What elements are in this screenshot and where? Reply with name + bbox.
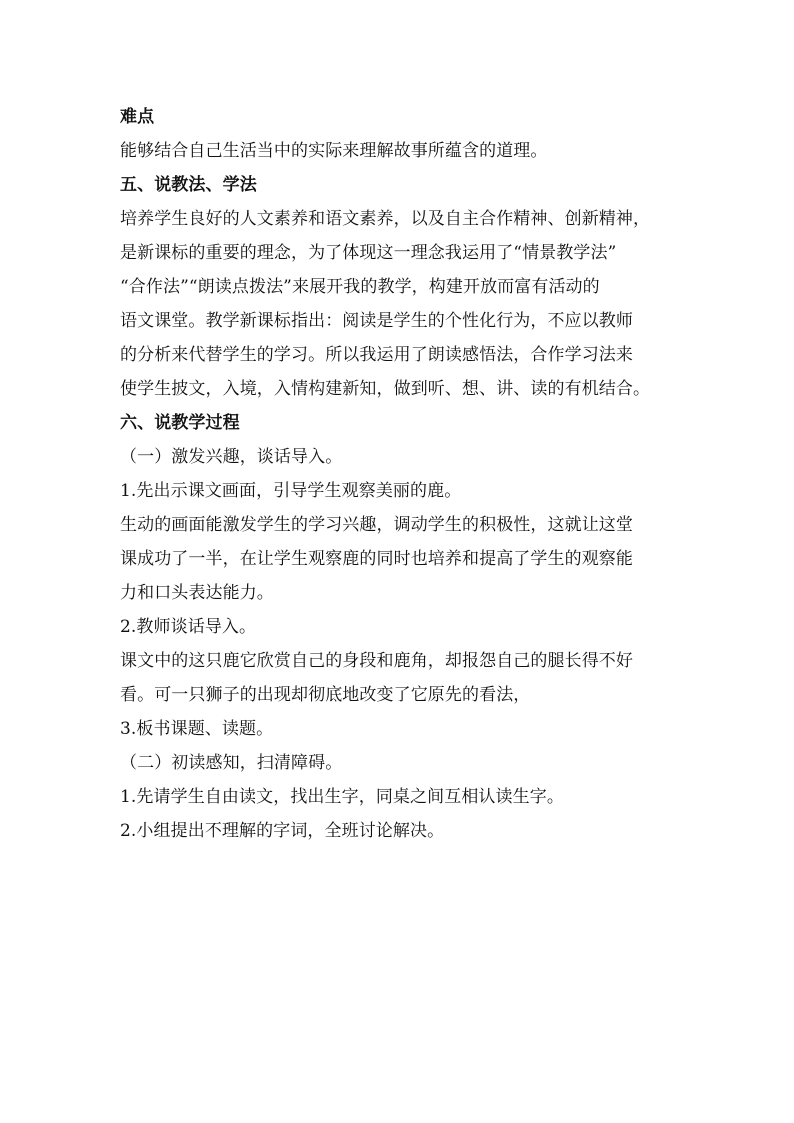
subsection-heading: （二）初读感知，扫清障碍。 [120, 753, 343, 773]
paragraph-line: 看。可一只狮子的出现却彻底地改变了它原先的看法， [120, 685, 531, 705]
section-heading-methods: 五、说教法、学法 [120, 175, 257, 195]
section-heading-difficulty: 难点 [120, 107, 155, 127]
list-item: 1.先请学生自由读文，找出生字，同桌之间互相认读生字。 [120, 787, 564, 807]
paragraph-line: “合作法”“朗读点拨法”来展开我的教学，构建开放而富有活动的 [120, 277, 600, 297]
subsection-heading: （一）激发兴趣，谈话导入。 [120, 447, 343, 467]
paragraph-line: 课文中的这只鹿它欣赏自己的身段和鹿角，却报怨自己的腿长得不好 [120, 651, 633, 671]
list-item: 1.先出示课文画面，引导学生观察美丽的鹿。 [120, 481, 462, 501]
paragraph-line: 课成功了一半，在让学生观察鹿的同时也培养和提高了学生的观察能 [120, 549, 633, 569]
paragraph-line: 的分析来代替学生的学习。所以我运用了朗读感悟法，合作学习法来 [120, 345, 633, 365]
document-page [120, 100, 680, 848]
paragraph-line: 生动的画面能激发学生的学习兴趣，调动学生的积极性，这就让这堂 [120, 515, 633, 535]
list-item: 3.板书课题、读题。 [120, 719, 274, 739]
paragraph-line: 力和口头表达能力。 [120, 583, 274, 603]
paragraph-line: 能够结合自己生活当中的实际来理解故事所蕴含的道理。 [120, 141, 548, 161]
paragraph-line: 培养学生良好的人文素养和语文素养，以及自主合作精神、创新精神， [120, 209, 651, 229]
section-heading-process: 六、说教学过程 [120, 413, 240, 433]
list-item: 2.小组提出不理解的字词，全班讨论解决。 [120, 821, 445, 841]
paragraph-line: 使学生披文，入境，入情构建新知，做到听、想、讲、读的有机结合。 [120, 379, 651, 399]
list-item: 2.教师谈话导入。 [120, 617, 257, 637]
paragraph-line: 语文课堂。教学新课标指出：阅读是学生的个性化行为，不应以教师 [120, 311, 633, 331]
paragraph-line: 是新课标的重要的理念，为了体现这一理念我运用了“情景教学法” [120, 243, 617, 263]
